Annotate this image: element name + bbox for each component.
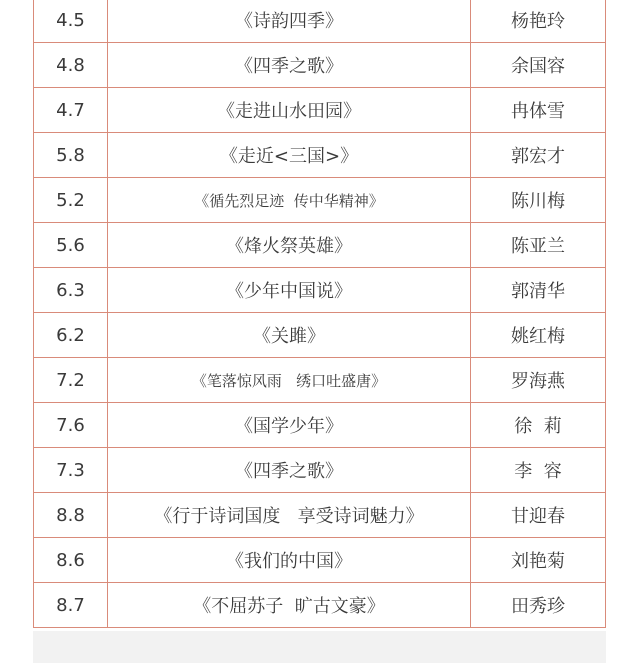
title-cell: 《四季之歌》 <box>108 448 471 493</box>
schedule-table <box>33 0 606 628</box>
teacher-name-cell: 刘艳菊 <box>471 538 606 583</box>
table-row <box>34 403 606 448</box>
title-cell: 《笔落惊风雨 绣口吐盛唐》 <box>108 358 471 403</box>
table-row <box>34 448 606 493</box>
schedule-table-container <box>33 0 606 628</box>
date-cell: 7.2 <box>34 358 108 403</box>
teacher-name-cell: 李 容 <box>471 448 606 493</box>
table-row <box>34 133 606 178</box>
date-cell: 6.2 <box>34 313 108 358</box>
teacher-name-cell: 田秀珍 <box>471 583 606 628</box>
teacher-name-cell: 陈亚兰 <box>471 223 606 268</box>
date-cell: 8.7 <box>34 583 108 628</box>
table-row <box>34 223 606 268</box>
title-cell: 《走近<三国>》 <box>108 133 471 178</box>
date-cell: 8.6 <box>34 538 108 583</box>
table-row <box>34 313 606 358</box>
table-row <box>34 358 606 403</box>
teacher-name-cell: 徐 莉 <box>471 403 606 448</box>
date-cell: 7.6 <box>34 403 108 448</box>
teacher-name-cell: 陈川梅 <box>471 178 606 223</box>
teacher-name-cell: 余国容 <box>471 43 606 88</box>
title-cell: 《四季之歌》 <box>108 43 471 88</box>
footer-band <box>33 631 606 663</box>
teacher-name-cell: 姚红梅 <box>471 313 606 358</box>
title-cell: 《我们的中国》 <box>108 538 471 583</box>
title-cell: 《不屈苏子 旷古文豪》 <box>108 583 471 628</box>
schedule-table-body <box>34 0 606 628</box>
title-cell: 《关雎》 <box>108 313 471 358</box>
table-row <box>34 178 606 223</box>
date-cell: 5.2 <box>34 178 108 223</box>
date-cell: 4.7 <box>34 88 108 133</box>
title-cell: 《国学少年》 <box>108 403 471 448</box>
title-cell: 《烽火祭英雄》 <box>108 223 471 268</box>
teacher-name-cell: 杨艳玲 <box>471 0 606 43</box>
date-cell: 4.8 <box>34 43 108 88</box>
date-cell: 8.8 <box>34 493 108 538</box>
table-row <box>34 268 606 313</box>
date-cell: 5.6 <box>34 223 108 268</box>
date-cell: 5.8 <box>34 133 108 178</box>
title-cell: 《行于诗词国度 享受诗词魅力》 <box>108 493 471 538</box>
date-cell: 7.3 <box>34 448 108 493</box>
title-cell: 《循先烈足迹 传中华精神》 <box>108 178 471 223</box>
teacher-name-cell: 郭清华 <box>471 268 606 313</box>
teacher-name-cell: 罗海燕 <box>471 358 606 403</box>
teacher-name-cell: 冉体雪 <box>471 88 606 133</box>
table-row <box>34 538 606 583</box>
table-row <box>34 493 606 538</box>
teacher-name-cell: 郭宏才 <box>471 133 606 178</box>
table-row <box>34 43 606 88</box>
date-cell: 4.5 <box>34 0 108 43</box>
teacher-name-cell: 甘迎春 <box>471 493 606 538</box>
title-cell: 《少年中国说》 <box>108 268 471 313</box>
table-row <box>34 0 606 43</box>
title-cell: 《诗韵四季》 <box>108 0 471 43</box>
date-cell: 6.3 <box>34 268 108 313</box>
title-cell: 《走进山水田园》 <box>108 88 471 133</box>
table-row <box>34 583 606 628</box>
table-row <box>34 88 606 133</box>
